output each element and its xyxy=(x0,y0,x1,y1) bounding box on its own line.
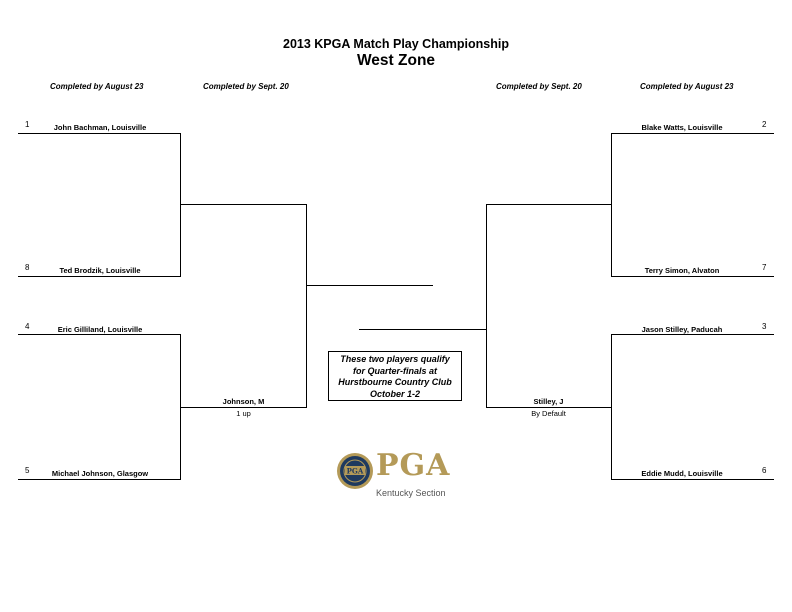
seed-number: 7 xyxy=(762,263,767,272)
player-name: Eric Gilliland, Louisville xyxy=(57,325,143,334)
left-winner-result: 1 up xyxy=(236,409,251,418)
seed-number: 8 xyxy=(25,263,30,272)
left-winner-name: Johnson, M xyxy=(222,397,265,406)
page-subtitle: West Zone xyxy=(356,52,436,69)
qualification-note xyxy=(328,351,462,401)
column-header-right-round2: Completed by Sept. 20 xyxy=(496,82,582,91)
logo-emblem-text: PGA xyxy=(346,466,364,476)
seed-number: 4 xyxy=(25,322,30,331)
column-header-left-round1: Completed by August 23 xyxy=(50,82,144,91)
right-winner-name: Stilley, J xyxy=(533,397,564,406)
seed-number: 3 xyxy=(762,322,767,331)
pga-kentucky-logo-icon xyxy=(336,446,461,502)
column-header-left-round2: Completed by Sept. 20 xyxy=(203,82,289,91)
player-name: John Bachman, Louisville xyxy=(53,123,147,132)
seed-number: 2 xyxy=(762,120,767,129)
note-line: These two players qualify xyxy=(340,354,450,364)
right-winner-result: By Default xyxy=(531,409,566,418)
note-line: Hurstbourne Country Club xyxy=(338,377,452,387)
player-name: Michael Johnson, Glasgow xyxy=(51,469,149,478)
page-title: 2013 KPGA Match Play Championship xyxy=(283,37,509,51)
player-name: Terry Simon, Alvaton xyxy=(644,266,720,275)
logo-subtext: Kentucky Section xyxy=(376,488,446,498)
player-name: Eddie Mudd, Louisville xyxy=(641,469,723,478)
logo-text: PGA xyxy=(376,448,451,483)
seed-number: 1 xyxy=(25,120,30,129)
column-header-right-round1: Completed by August 23 xyxy=(640,82,734,91)
note-line: for Quarter-finals at xyxy=(352,365,437,376)
seed-number: 5 xyxy=(25,466,30,475)
player-name: Blake Watts, Louisville xyxy=(641,123,723,132)
player-name: Ted Brodzik, Louisville xyxy=(59,266,141,275)
player-name: Jason Stilley, Paducah xyxy=(641,325,723,334)
note-line: October 1-2 xyxy=(369,388,420,399)
seed-number: 6 xyxy=(762,466,767,475)
